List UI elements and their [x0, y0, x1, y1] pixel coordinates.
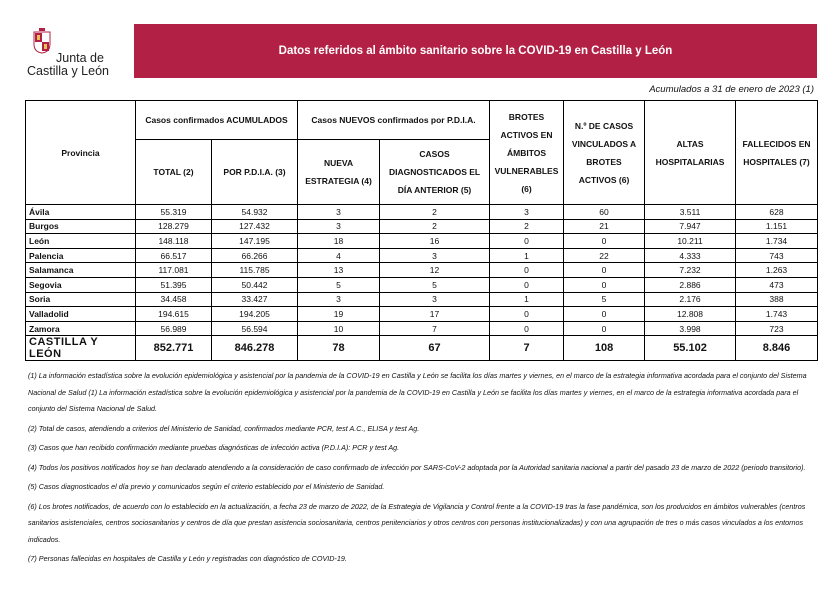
- cell-provincia: Segovia: [26, 277, 136, 292]
- cell-total: 852.771: [136, 336, 212, 361]
- cell-altas: 10.211: [645, 234, 736, 249]
- cell-diag: 2: [380, 205, 490, 220]
- cell-pdia: 127.432: [212, 219, 298, 234]
- cell-diag: 5: [380, 277, 490, 292]
- cell-vinc: 0: [564, 263, 645, 278]
- cell-nueva: 4: [298, 248, 380, 263]
- cell-nueva: 3: [298, 292, 380, 307]
- header-total: TOTAL (2): [136, 140, 212, 205]
- cell-provincia: Soria: [26, 292, 136, 307]
- cell-provincia: León: [26, 234, 136, 249]
- junta-logo: [24, 28, 114, 78]
- cell-altas: 3.998: [645, 321, 736, 336]
- header-acumulados-group: Casos confirmados ACUMULADOS: [136, 101, 298, 140]
- cell-vinc: 60: [564, 205, 645, 220]
- cell-provincia: Ávila: [26, 205, 136, 220]
- cell-diag: 2: [380, 219, 490, 234]
- cell-pdia: 66.266: [212, 248, 298, 263]
- cell-fall: 8.846: [736, 336, 818, 361]
- cell-diag: 3: [380, 248, 490, 263]
- cell-altas: 3.511: [645, 205, 736, 220]
- cell-pdia: 147.195: [212, 234, 298, 249]
- cell-provincia: Zamora: [26, 321, 136, 336]
- cell-nueva: 5: [298, 277, 380, 292]
- cell-brotes: 0: [490, 277, 564, 292]
- cell-diag: 67: [380, 336, 490, 361]
- cell-vinc: 0: [564, 307, 645, 322]
- cell-provincia: Palencia: [26, 248, 136, 263]
- header-casos-vinculados: N.º DE CASOS VINCULADOS A BROTES ACTIVOS (6): [564, 101, 645, 205]
- cell-altas: 7.232: [645, 263, 736, 278]
- header-pdia: POR P.D.I.A. (3): [212, 140, 298, 205]
- cell-nueva: 18: [298, 234, 380, 249]
- cell-altas: 7.947: [645, 219, 736, 234]
- cell-nueva: 10: [298, 321, 380, 336]
- title-banner: [134, 24, 817, 78]
- cell-nueva: 78: [298, 336, 380, 361]
- header-nuevos-group: Casos NUEVOS confirmados por P.D.I.A.: [298, 101, 490, 140]
- cell-total: 55.319: [136, 205, 212, 220]
- table-body: [26, 205, 818, 361]
- table-row: [26, 307, 818, 322]
- cell-vinc: 0: [564, 321, 645, 336]
- cell-altas: 2.886: [645, 277, 736, 292]
- header-fallecidos: FALLECIDOS EN HOSPITALES (7): [736, 101, 818, 205]
- cell-brotes: 0: [490, 307, 564, 322]
- header-brotes: BROTES ACTIVOS EN ÁMBITOS VULNERABLES (6): [490, 101, 564, 205]
- cell-altas: 55.102: [645, 336, 736, 361]
- cell-brotes: 3: [490, 205, 564, 220]
- cell-total: 51.395: [136, 277, 212, 292]
- cell-vinc: 108: [564, 336, 645, 361]
- cell-diag: 16: [380, 234, 490, 249]
- footnote: (4) Todos los positivos notificados hoy se han declarado atendiendo a la consideración de caso confirmado de infección por SARS-CoV-2 adoptada por la Autoridad sanitaria nacional a partir del pasado 23 de marzo de 2022 (periodo transitorio).: [28, 462, 806, 472]
- table-row: [26, 277, 818, 292]
- cell-provincia: Valladolid: [26, 307, 136, 322]
- total-row: [26, 336, 818, 361]
- header-provincia: Provincia: [26, 101, 136, 205]
- table-row: [26, 205, 818, 220]
- cell-pdia: 115.785: [212, 263, 298, 278]
- table-row: [26, 248, 818, 263]
- cell-total: 56.989: [136, 321, 212, 336]
- cell-provincia: Salamanca: [26, 263, 136, 278]
- footnote: (7) Personas fallecidas en hospitales de Castilla y León y registradas con diagnóstico de COVID-19.: [28, 554, 347, 563]
- footnote: (3) Casos que han recibido confirmación mediante pruebas diagnósticas de infección activa (P.D.I.A): PCR y test Ag.: [28, 443, 400, 452]
- cell-brotes: 0: [490, 321, 564, 336]
- cell-pdia: 846.278: [212, 336, 298, 361]
- cell-total: 66.517: [136, 248, 212, 263]
- cell-vinc: 21: [564, 219, 645, 234]
- logo-line1: Junta de: [56, 51, 104, 65]
- cell-nueva: 3: [298, 219, 380, 234]
- page-title: Datos referidos al ámbito sanitario sobre la COVID-19 en Castilla y León: [278, 45, 673, 57]
- cell-vinc: 0: [564, 234, 645, 249]
- cell-provincia: Burgos: [26, 219, 136, 234]
- cell-fall: 1.743: [736, 307, 818, 322]
- cell-fall: 1.263: [736, 263, 818, 278]
- cell-pdia: 50.442: [212, 277, 298, 292]
- cell-brotes: 0: [490, 234, 564, 249]
- cell-total: 117.081: [136, 263, 212, 278]
- cell-pdia: 194.205: [212, 307, 298, 322]
- cell-altas: 2.176: [645, 292, 736, 307]
- cell-fall: 388: [736, 292, 818, 307]
- cell-total: 128.279: [136, 219, 212, 234]
- footnotes: [28, 368, 808, 571]
- logo-line2: Castilla y León: [27, 64, 109, 78]
- covid-data-table: [25, 100, 818, 361]
- cell-nueva: 19: [298, 307, 380, 322]
- cell-diag: 7: [380, 321, 490, 336]
- table-row: [26, 321, 818, 336]
- cell-total: 34.458: [136, 292, 212, 307]
- table-row: [26, 292, 818, 307]
- cell-vinc: 0: [564, 277, 645, 292]
- header-casos-diagnosticados: CASOS DIAGNOSTICADOS EL DÍA ANTERIOR (5): [380, 140, 490, 205]
- accumulated-date: Acumulados a 31 de enero de 2023 (1): [649, 84, 814, 95]
- cell-nueva: 3: [298, 205, 380, 220]
- cell-nueva: 13: [298, 263, 380, 278]
- table-row: [26, 219, 818, 234]
- cell-pdia: 56.594: [212, 321, 298, 336]
- header-altas: ALTAS HOSPITALARIAS: [645, 101, 736, 205]
- coat-of-arms-icon: [32, 28, 52, 54]
- cell-altas: 12.808: [645, 307, 736, 322]
- cell-fall: 723: [736, 321, 818, 336]
- cell-diag: 12: [380, 263, 490, 278]
- cell-altas: 4.333: [645, 248, 736, 263]
- cell-pdia: 33.427: [212, 292, 298, 307]
- cell-provincia: CASTILLA Y LEÓN: [26, 336, 136, 361]
- header-nueva-estrategia: NUEVA ESTRATEGIA (4): [298, 140, 380, 205]
- cell-brotes: 2: [490, 219, 564, 234]
- cell-fall: 628: [736, 205, 818, 220]
- footnote: (6) Los brotes notificados, de acuerdo con lo establecido en la actualización, a fecha 23 de marzo de 2022, de la Estrategia de Vigilancia y Control frente a la COVID-19 tras la fase pandémica, son los producidos en ámbitos vulnerables (centros sanitarios asistenciales, centros sociosanitarios y centros de día que prestan asistencia sociosanitaria, centros penitenciarios y otros centros con personas institucionalizadas) y con una agrupación de tres o más casos vinculados a los entornos indicados.: [28, 501, 806, 544]
- cell-brotes: 0: [490, 263, 564, 278]
- cell-fall: 743: [736, 248, 818, 263]
- cell-total: 148.118: [136, 234, 212, 249]
- cell-fall: 1.151: [736, 219, 818, 234]
- cell-brotes: 7: [490, 336, 564, 361]
- cell-diag: 3: [380, 292, 490, 307]
- footnote: (1) La información estadística sobre la evolución epidemiológica y asistencial por la pandemia de la COVID-19 en Castilla y León se facilita los días martes y viernes, en el marco de la estrategia informativa acordada para el conjunto del Sistema Nacional de Salud (1) La información estadística sobre la evolución epidemiológica y asistencial por la pandemia de la COVID-19 en Castilla y León se facilita los días martes y viernes, en el marco de la estrategia informativa acordada para el conjunto del Sistema Nacional de Salud.: [28, 371, 807, 413]
- cell-vinc: 22: [564, 248, 645, 263]
- table-row: [26, 263, 818, 278]
- cell-brotes: 1: [490, 248, 564, 263]
- cell-pdia: 54.932: [212, 205, 298, 220]
- cell-fall: 473: [736, 277, 818, 292]
- cell-total: 194.615: [136, 307, 212, 322]
- cell-brotes: 1: [490, 292, 564, 307]
- footnote: (5) Casos diagnosticados el día previo y comunicados según el criterio establecido por el Ministerio de Sanidad.: [28, 482, 385, 491]
- footnote: (2) Total de casos, atendiendo a criterios del Ministerio de Sanidad, confirmados mediante PCR, test A.C., ELISA y test Ag.: [28, 423, 420, 433]
- cell-fall: 1.734: [736, 234, 818, 249]
- cell-vinc: 5: [564, 292, 645, 307]
- cell-diag: 17: [380, 307, 490, 322]
- table-row: [26, 234, 818, 249]
